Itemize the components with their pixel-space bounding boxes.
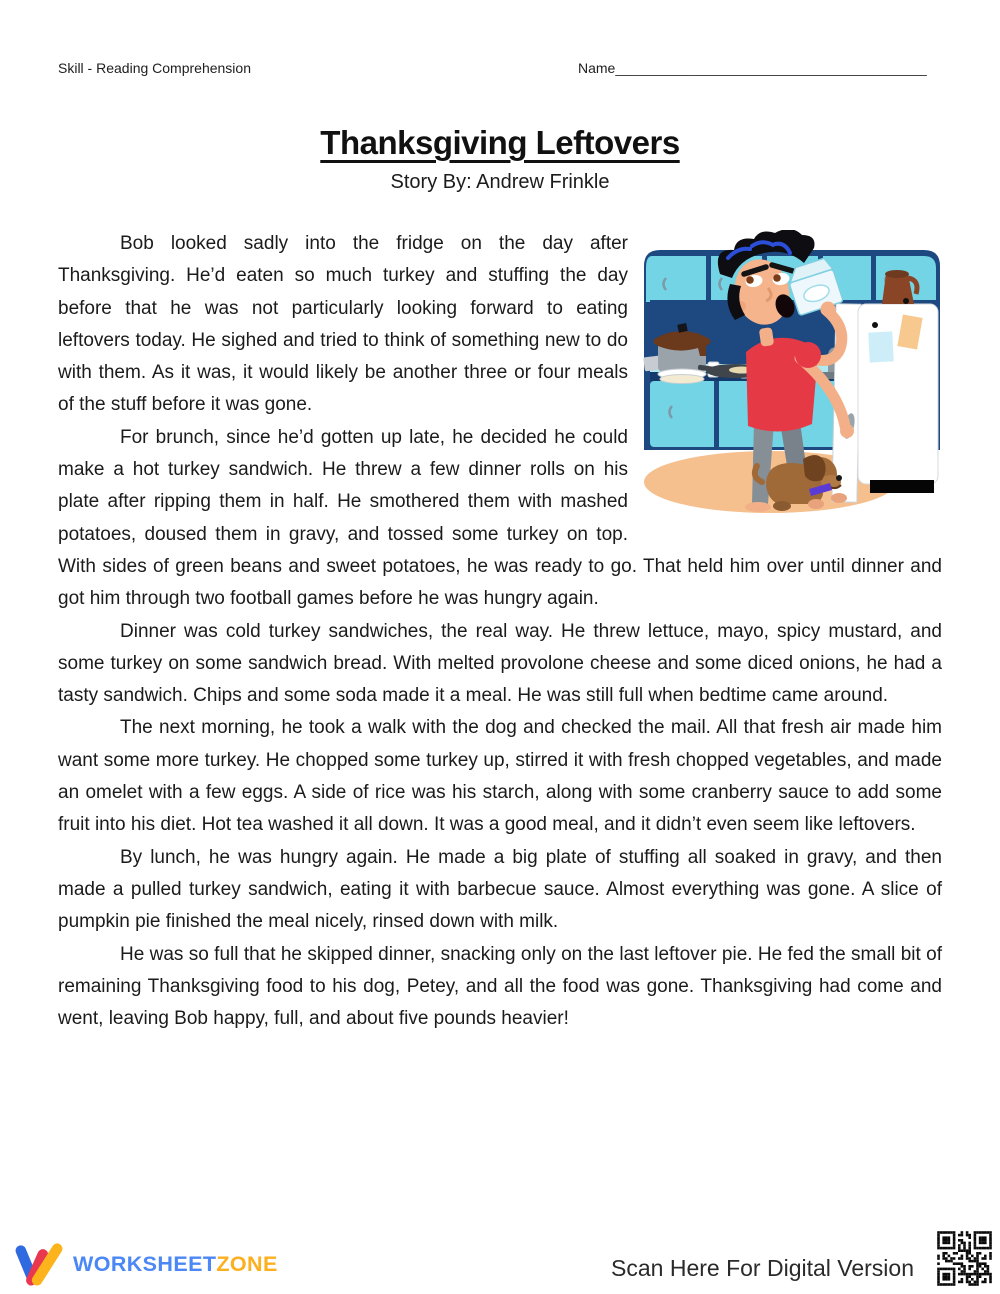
story-paragraph: The next morning, he took a walk with the dog and checked the mail. All that fresh air made him want some more turkey. He chopped some turkey up, stirred it with fresh chopped vegetables, and made an omelet with a few eggs. A side of rice was his starch, along with some cranberry sauce to add some fruit into his diet. Hot tea washed it all down. It was a good meal, and it didn’t even seem like leftovers. [58, 717, 942, 836]
page-header [58, 60, 942, 80]
story-byline: Story By: Andrew Frinkle [390, 171, 610, 193]
name-label: Name [578, 60, 616, 76]
scan-here-label: Scan Here For Digital Version [611, 1255, 914, 1281]
wordmark-worksheet: WORKSHEET [73, 1251, 217, 1276]
worksheetzone-logo[interactable] [14, 1242, 278, 1286]
story-text [58, 228, 942, 1035]
story-paragraph: By lunch, he was hungry again. He made a big plate of stuffing all soaked in gravy, and then made a pulled turkey sandwich, eating it with barbecue sauce. Almost everything was gone. A slice of pumpkin pie finished the meal nicely, rinsed down with milk. [58, 846, 942, 933]
kitchen-illustration-svg [642, 230, 942, 517]
kitchen-illustration [642, 230, 942, 517]
worksheetzone-wordmark [73, 1252, 278, 1277]
story-paragraph: Bob looked sadly into the fridge on the day after Thanksgiving. He’d eaten so much turkey and stuffing the day before that he was not particularly looking forward to eating leftovers today. He sighed and tried to think of something new to do with them. As it was, it would likely be another three or four meals of the stuff before it was gone. [58, 233, 628, 416]
worksheetzone-logo-icon [14, 1242, 64, 1286]
qr-code [932, 1226, 997, 1291]
wordmark-zone: ZONE [216, 1251, 278, 1276]
story-paragraph: Dinner was cold turkey sandwiches, the real way. He threw lettuce, mayo, spicy mustard, and some turkey on some sandwich bread. With melted provolone cheese and some diced onions, he had a tasty sandwich. Chips and some soda made it a meal. He was still full when bedtime came around. [58, 620, 942, 707]
story-paragraph: For brunch, since he’d gotten up late, he decided he could make a hot turkey sandwich. He threw a few dinner rolls on his plate after ripping them in half. He smothered them with mashed potatoes, doused them in gravy, and tossed some turkey on top. With sides of green beans and sweet potatoes, he was ready to go. That held him over until dinner and got him through two football games before he was hungry again. [58, 426, 942, 610]
page-title: Thanksgiving Leftovers [320, 124, 680, 161]
title-block [0, 124, 1000, 194]
skill-label: Skill - Reading Comprehension [58, 60, 251, 76]
name-blank-line[interactable]: ________________________________________ [615, 60, 927, 76]
name-field[interactable] [578, 60, 927, 76]
story-paragraph: He was so full that he skipped dinner, snacking only on the last leftover pie. He fed the small bit of remaining Thanksgiving food to his dog, Petey, and all the food was gone. Thanksgiving had come and went, leaving Bob happy, full, and about five pounds heavier! [58, 943, 942, 1030]
